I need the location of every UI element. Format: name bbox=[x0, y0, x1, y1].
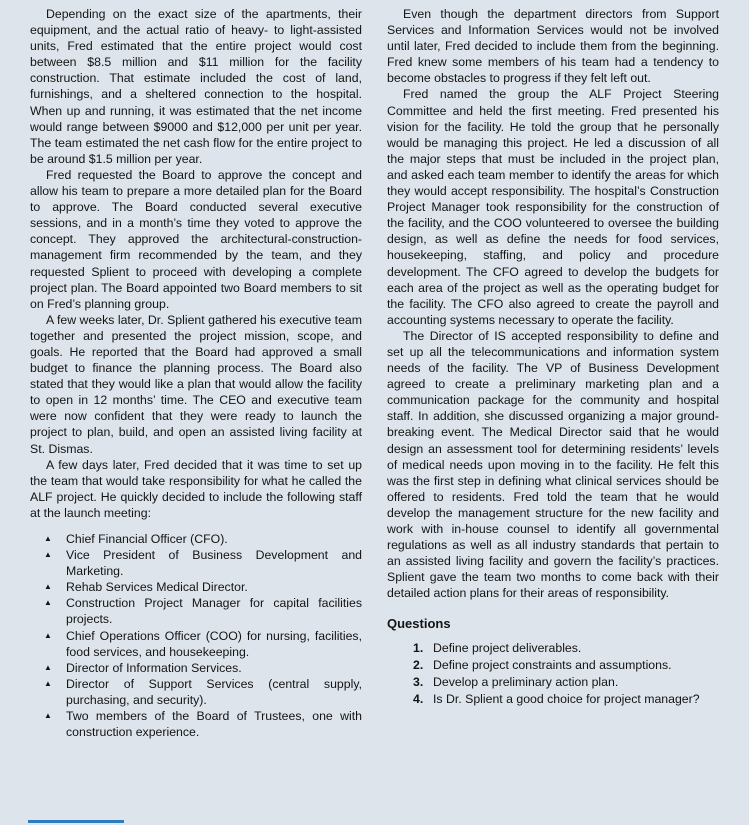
list-item bbox=[44, 595, 362, 627]
body-paragraph: Fred requested the Board to approve the concept and allow his team to prepare a more detailed plan for the Board to approve. The Board conducted several executive sessions, and in a month’s time they voted to approve the concept. They approved the architectural-construction-management firm recommended by the team, and they requested Splient to proceed with developing a complete project plan. The Board appointed two Board members to sit on Fred’s planning group. bbox=[30, 167, 362, 311]
body-paragraph: The Director of IS accepted responsibility to define and set up all the telecommunications and information system needs of the facility. The VP of Business Development agreed to create a preliminary marketing plan and a communication package for the community and hospital staff. In addition, she discussed organizing a major ground-breaking event. The Medical Director said that he would design an assessment tool for determining residents’ levels of medical needs upon moving in to the facility. He felt this was the first step in defining what clinical services should be offered to residents. Fred told the team that he would develop the management structure for the new facility and work with in-house counsel to identify all governmental regulations as well as all industry standards that pertain to an assisted living facility and govern the facility’s practices. Splient gave the team two months to come back with their detailed action plans for their areas of responsibility. bbox=[387, 328, 719, 601]
question-text: Define project deliverables. bbox=[433, 640, 582, 655]
question-item bbox=[413, 640, 719, 656]
question-item bbox=[413, 657, 719, 673]
triangle-bullet-icon: ▲ bbox=[44, 662, 52, 672]
body-paragraph: A few days later, Fred decided that it was time to set up the team that would take responsibility for what he called the ALF project. He quickly decided to include the following staff at the launch meeting: bbox=[30, 457, 362, 520]
triangle-bullet-icon: ▲ bbox=[44, 534, 52, 543]
body-paragraph: Fred named the group the ALF Project Steering Committee and held the first meeting. Fred presented his vision for the facility. He told the group that he personally would be managing this project. He led a discussion of all the major steps that must be included in the project plan, and asked each team member to identify the areas for which they would accept responsibility. The hospital’s Construction Project Manager took responsibility for the construction of the facility, and the COO volunteered to oversee the building design, as well as define the needs for food services, housekeeping, staffing, and policy and procedure development. The CFO agreed to develop the budgets for each area of the project as well as the operating budget for the facility. The CFO also agreed to create the payroll and accounting systems necessary to operate the facility. bbox=[387, 87, 719, 327]
page-accent-line bbox=[28, 820, 124, 823]
right-column bbox=[387, 6, 719, 740]
two-column-layout bbox=[30, 6, 719, 740]
question-text: Define project constraints and assumptions. bbox=[433, 657, 672, 672]
question-number: 3. bbox=[413, 674, 424, 689]
question-text: Is Dr. Splient a good choice for project manager? bbox=[433, 691, 700, 706]
triangle-bullet-icon: ▲ bbox=[44, 711, 52, 721]
list-item-text: Two members of the Board of Trustees, one with construction experience. bbox=[66, 709, 362, 740]
questions-heading: Questions bbox=[387, 616, 451, 632]
list-item-text: Construction Project Manager for capital facilities projects. bbox=[66, 596, 362, 627]
body-paragraph: Depending on the exact size of the apartments, their equipment, and the actual ratio of heavy- to light-assisted units, Fred estimated that the entire project would cost between $8.5 million and $11 million for the facility construction. That estimate included the cost of land, furnishings, and a sheltered connection to the hospital. When up and running, it was estimated that the net income would range between $9000 and $12,000 per unit per year. The team estimated the net cash flow for the entire project to be around $1.5 million per year. bbox=[30, 7, 362, 166]
triangle-bullet-icon: ▲ bbox=[44, 598, 52, 608]
list-item-text: Director of Support Services (central supply, purchasing, and security). bbox=[66, 676, 362, 707]
question-text: Develop a preliminary action plan. bbox=[433, 674, 619, 689]
question-number: 2. bbox=[413, 657, 424, 672]
triangle-bullet-icon: ▲ bbox=[44, 630, 52, 640]
question-number: 1. bbox=[413, 640, 424, 655]
list-item-text: Vice President of Business Development and Marketing. bbox=[66, 548, 362, 579]
triangle-bullet-icon: ▲ bbox=[44, 550, 52, 560]
triangle-bullet-icon: ▲ bbox=[44, 582, 52, 592]
body-paragraph: Even though the department directors from Support Services and Information Services would not be involved until later, Fred decided to include them from the beginning. Fred knew some members of his team had a tendency to become obstacles to progress if they felt left out. bbox=[387, 7, 719, 86]
question-number: 4. bbox=[413, 691, 424, 706]
launch-team-list bbox=[30, 531, 362, 740]
questions-list bbox=[387, 640, 719, 707]
list-item-text: Chief Financial Officer (CFO). bbox=[66, 532, 228, 546]
list-item bbox=[44, 628, 362, 660]
list-item bbox=[44, 579, 362, 595]
list-item bbox=[44, 660, 362, 676]
question-item bbox=[413, 674, 719, 690]
list-item-text: Chief Operations Officer (COO) for nursing, facilities, food services, and housekeeping. bbox=[66, 628, 362, 659]
list-item bbox=[44, 531, 362, 547]
list-item-text: Director of Information Services. bbox=[66, 660, 242, 675]
list-item bbox=[44, 708, 362, 740]
list-item-text: Rehab Services Medical Director. bbox=[66, 580, 248, 595]
list-item bbox=[44, 547, 362, 579]
body-paragraph: A few weeks later, Dr. Splient gathered his executive team together and presented the project mission, scope, and goals. He reported that the Board had approved a small budget to finance the planning process. The Board also stated that they would like a plan that would allow the facility to open in 12 months’ time. The CEO and executive team were now confident that they were ready to launch the project to plan, build, and open an assisted living facility at St. Dismas. bbox=[30, 312, 362, 456]
triangle-bullet-icon: ▲ bbox=[44, 678, 52, 688]
question-item bbox=[413, 691, 719, 707]
left-column bbox=[30, 6, 362, 740]
list-item bbox=[44, 676, 362, 708]
